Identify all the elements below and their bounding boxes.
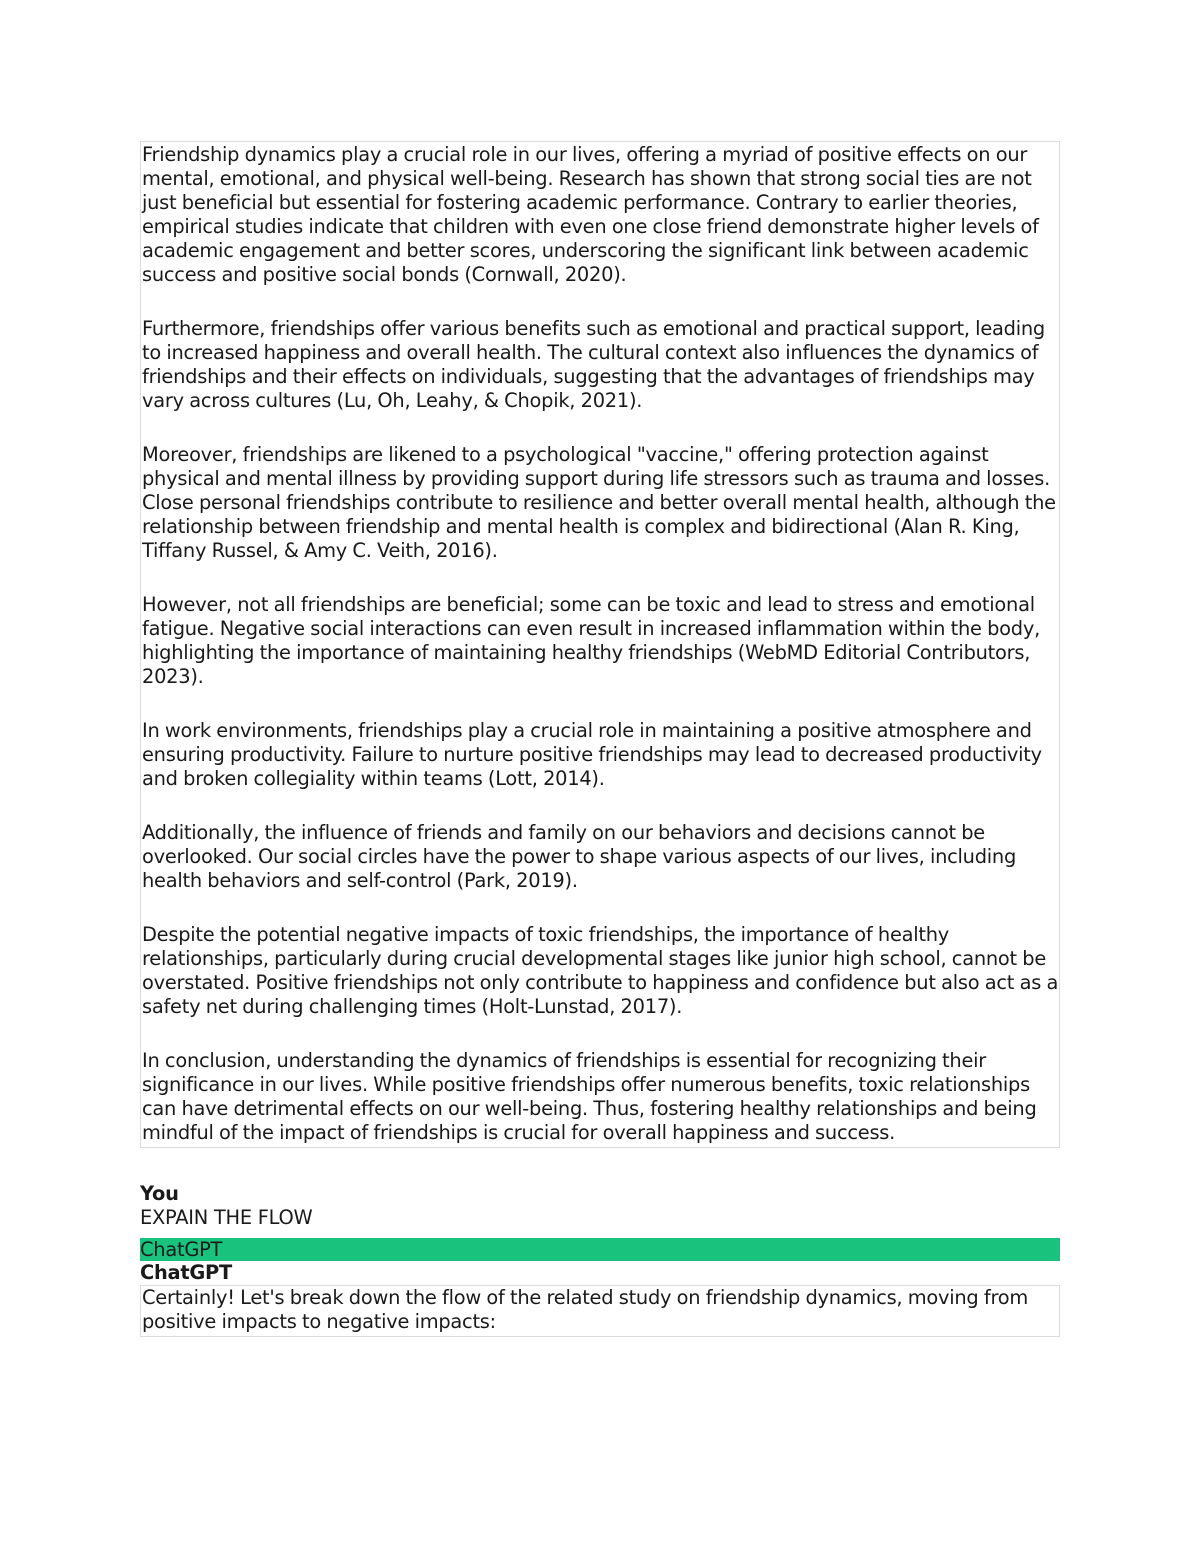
user-speaker-label: You xyxy=(140,1182,179,1205)
answer-paragraph-6: Additionally, the influence of friends and family on our behaviors and decisions cannot be overlooked. Our social circles have the power to shape various aspects of our lives, including health behaviors and self-control (Park, 2019). xyxy=(142,821,1017,892)
answer-paragraph-1: Friendship dynamics play a crucial role in our lives, offering a myriad of positive effects on our mental, emotional, and physical well-being. Research has shown that strong social ties are not just beneficial but essential for fostering academic performance. Contrary to earlier theories, empirical studies indicate that children with even one close friend demonstrate higher levels of academic engagement and better scores, underscoring the significant link between academic success and positive social bonds (Cornwall, 2020). xyxy=(142,143,1039,286)
user-message: EXPAIN THE FLOW xyxy=(140,1206,313,1229)
previous-answer-box xyxy=(140,141,1060,1148)
answer-paragraph-4: However, not all friendships are beneficial; some can be toxic and lead to stress and emotional fatigue. Negative social interactions can even result in increased inflammation within the body, highlighting the importance of maintaining healthy friendships (WebMD Editorial Contributors, 2023). xyxy=(142,593,1040,688)
assistant-speaker-label: ChatGPT xyxy=(140,1261,232,1284)
assistant-reply-text: Certainly! Let's break down the flow of the related study on friendship dynamics, moving from positive impacts to negative impacts: xyxy=(142,1286,1029,1333)
assistant-header-bar: ChatGPT xyxy=(140,1238,1060,1261)
answer-paragraph-5: In work environments, friendships play a crucial role in maintaining a positive atmosphere and ensuring productivity. Failure to nurture positive friendships may lead to decreased productivity and broken collegiality within teams (Lott, 2014). xyxy=(142,719,1042,790)
answer-paragraph-3: Moreover, friendships are likened to a psychological "vaccine," offering protection against physical and mental illness by providing support during life stressors such as trauma and losses. Close personal friendships contribute to resilience and better overall mental health, although the relationship between friendship and mental health is complex and bidirectional (Alan R. King, Tiffany Russel, & Amy C. Veith, 2016). xyxy=(142,443,1056,562)
document-page xyxy=(140,141,1060,1337)
answer-paragraph-2: Furthermore, friendships offer various benefits such as emotional and practical support, leading to increased happiness and overall health. The cultural context also influences the dynamics of friendships and their effects on individuals, suggesting that the advantages of friendships may vary across cultures (Lu, Oh, Leahy, & Chopik, 2021). xyxy=(142,317,1045,412)
answer-paragraph-8: In conclusion, understanding the dynamics of friendships is essential for recognizing their significance in our lives. While positive friendships offer numerous benefits, toxic relationships can have detrimental effects on our well-being. Thus, fostering healthy relationships and being mindful of the impact of friendships is crucial for overall happiness and success. xyxy=(142,1049,1037,1144)
assistant-reply-box xyxy=(140,1285,1060,1337)
user-message-block xyxy=(140,1182,1060,1230)
answer-paragraph-7: Despite the potential negative impacts of toxic friendships, the importance of healthy relationships, particularly during crucial developmental stages like junior high school, cannot be overstated. Positive friendships not only contribute to happiness and confidence but also act as a safety net during challenging times (Holt-Lunstad, 2017). xyxy=(142,923,1059,1018)
